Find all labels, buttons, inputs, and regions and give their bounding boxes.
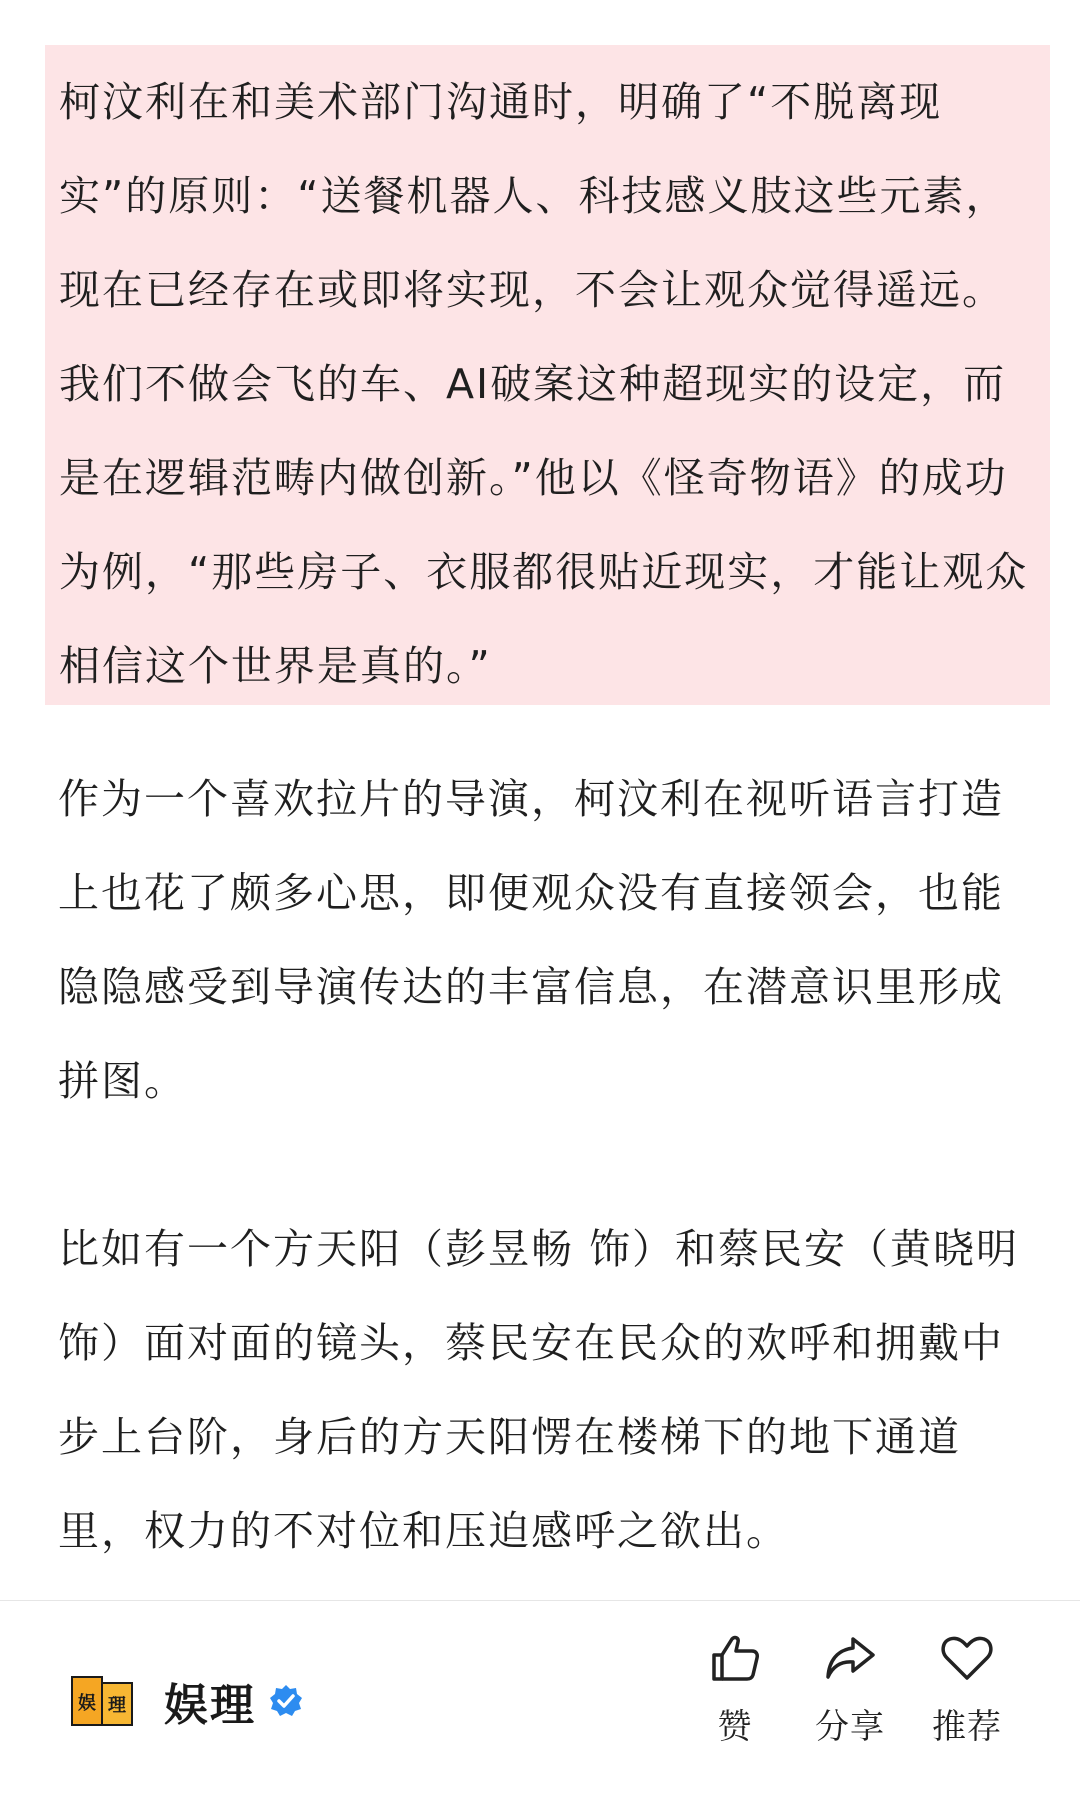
like-label: 赞 [717,1707,753,1747]
recommend-label: 推荐 [932,1707,1002,1747]
article-paragraph [58,752,1038,1128]
account-name[interactable]: 娱理 [164,1680,256,1731]
quote-block [45,45,1050,705]
thumbs-up-icon [708,1631,762,1685]
article-paragraph [58,1202,1038,1578]
heart-icon [939,1631,995,1685]
share-button[interactable] [795,1631,905,1748]
like-button[interactable] [680,1631,790,1748]
share-label: 分享 [815,1707,885,1747]
avatar-logo-icon [70,1669,134,1733]
paragraph-text: 作为一个喜欢拉片的导演，柯汶利在视听语言打造上也花了颇多心思，即便观众没有直接领会，也能隐隐感受到导演传达的丰富信息，在潜意识里形成拼图。 [58,775,1004,1105]
quote-paragraph: 柯汶利在和美术部门沟通时，明确了“不脱离现实”的原则：“送餐机器人、科技感义肢这些元素，现在已经存在或即将实现，不会让观众觉得遥远。我们不做会飞的车、AI破案这种超现实的设定，而是在逻辑范畴内做创新。”他以《怪奇物语》的成功为例，“那些房子、衣服都很贴近现实，才能让观众相信这个世界是真的。” [59,78,1029,690]
svg-text:理: 理 [108,1695,126,1716]
verified-badge-icon [268,1683,304,1719]
paragraph-text: 比如有一个方天阳（彭昱畅 饰）和蔡民安（黄晓明 饰）面对面的镜头，蔡民安在民众的欢呼和拥戴中步上台阶，身后的方天阳愣在楼梯下的地下通道里，权力的不对位和压迫感呼之欲出。 [58,1225,1020,1555]
recommend-button[interactable] [912,1631,1022,1748]
share-icon [823,1631,877,1685]
account-avatar[interactable] [70,1669,134,1733]
svg-text:娱: 娱 [78,1693,96,1714]
bottom-action-bar [0,1600,1080,1798]
account-info[interactable] [70,1661,304,1741]
